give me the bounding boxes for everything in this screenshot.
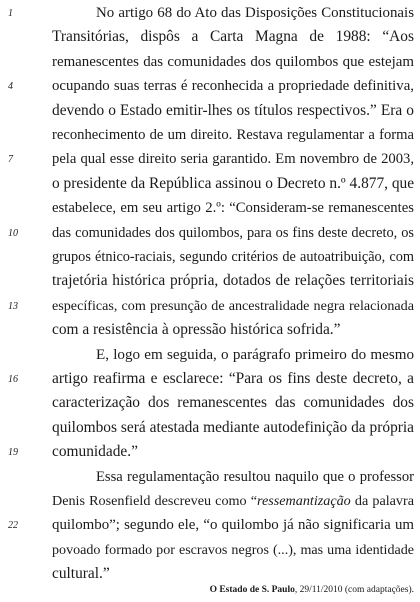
line-text — [96, 345, 414, 365]
line-number: 7 — [8, 154, 13, 166]
text-line — [0, 442, 420, 466]
text-line — [0, 369, 420, 393]
text-segment: o presidente da República assinou o Decreto n.º 4.877, que — [52, 174, 415, 192]
text-line — [0, 320, 420, 344]
italic-term: ressemantização — [257, 493, 351, 509]
text-segment: grupos étnico-raciais, segundo critérios de autoatribuição, com — [52, 249, 414, 265]
line-text — [52, 442, 414, 462]
text-segment: Essa regulamentação resultou naquilo que o professor — [96, 468, 414, 485]
line-text — [52, 320, 414, 340]
text-line — [0, 52, 420, 76]
line-text — [52, 223, 414, 243]
line-text — [96, 3, 414, 23]
line-text — [52, 540, 414, 560]
line-text — [52, 125, 414, 145]
line-text — [52, 296, 414, 316]
line-text — [52, 418, 414, 438]
line-text — [52, 174, 414, 194]
text-line — [0, 491, 420, 515]
line-text — [52, 149, 414, 169]
line-number: 4 — [8, 81, 13, 93]
source-publication: O Estado de S. Paulo — [209, 585, 295, 595]
text-segment: ocupando suas terras é reconhecida a propriedade definitiva, — [52, 78, 414, 95]
text-line — [0, 76, 420, 100]
text-line — [0, 296, 420, 320]
line-text — [52, 271, 414, 291]
line-number: 19 — [8, 447, 18, 459]
text-segment: trajetória histórica própria, dotados de relações territoriais — [52, 272, 414, 290]
line-number: 22 — [8, 520, 18, 532]
line-text — [52, 369, 414, 389]
text-segment: pela qual esse direito seria garantido. Em novembro de 2003, — [52, 151, 414, 168]
text-line — [0, 345, 420, 369]
line-text — [52, 247, 414, 267]
text-line — [0, 27, 420, 51]
line-number: 16 — [8, 374, 18, 385]
text-line — [0, 174, 420, 198]
text-line — [0, 125, 420, 149]
text-line — [0, 540, 420, 564]
line-text — [52, 76, 414, 96]
line-text — [52, 564, 414, 584]
text-segment: artigo reafirma e esclarece: “Para os fins deste decreto, a — [52, 370, 414, 387]
line-text — [96, 467, 414, 487]
text-segment: quilombos será atestada mediante autodefinição da própria — [52, 418, 414, 436]
source-citation — [150, 585, 414, 595]
line-text — [52, 52, 414, 72]
text-segment: específicas, com presunção de ancestralidade negra relacionada — [52, 297, 414, 314]
text-segment: comunidade.” — [52, 443, 138, 461]
text-line — [0, 467, 420, 491]
line-number: 10 — [8, 227, 18, 239]
text-line — [0, 515, 420, 539]
text-line — [0, 149, 420, 173]
line-text — [52, 491, 414, 511]
text-segment: das comunidades dos quilombos, para os fins deste decreto, os — [52, 224, 414, 241]
text-segment: com a resistência à opressão histórica sofrida.” — [52, 321, 341, 339]
line-text — [52, 101, 414, 121]
text-line — [0, 101, 420, 125]
text-segment: devendo o Estado emitir-lhes os títulos respectivos.” Era o — [52, 101, 414, 119]
text-line — [0, 223, 420, 247]
line-text — [52, 27, 414, 47]
text-line — [0, 198, 420, 222]
source-details: , 29/11/2010 (com adaptações). — [294, 585, 414, 595]
text-segment: povoado formado por escravos negros (...), mas uma identidade — [52, 541, 414, 558]
text-segment: Transitórias, dispôs a Carta Magna de 1988: “Aos — [52, 28, 414, 46]
text-segment: quilombo”; segundo ele, “o quilombo já não significaria um — [52, 517, 414, 534]
line-text — [52, 393, 414, 413]
line-text — [52, 515, 414, 535]
text-segment: Denis Rosenfield descreveu como “ — [52, 493, 258, 509]
text-line — [0, 271, 420, 295]
text-segment: cultural.” — [52, 565, 110, 583]
line-text — [52, 198, 414, 218]
text-line — [0, 393, 420, 417]
text-line — [0, 247, 420, 271]
line-number: 1 — [8, 8, 13, 19]
line-number: 13 — [8, 300, 18, 312]
text-segment: No artigo 68 do Ato das Disposições Constitucionais — [96, 5, 414, 21]
text-line — [0, 418, 420, 442]
text-segment: da palavra — [350, 493, 414, 509]
text-line — [0, 3, 420, 27]
text-segment: estabelece, em seu artigo 2.º: “Consideram-se remanescentes — [52, 200, 414, 217]
text-segment: remanescentes das comunidades dos quilombos que estejam — [52, 53, 414, 70]
text-segment: caracterização dos remanescentes das comunidades dos — [52, 394, 414, 412]
text-segment: E, logo em seguida, o parágrafo primeiro do mesmo — [96, 346, 414, 363]
text-segment: reconhecimento de um direito. Restava regulamentar a forma — [52, 127, 414, 143]
